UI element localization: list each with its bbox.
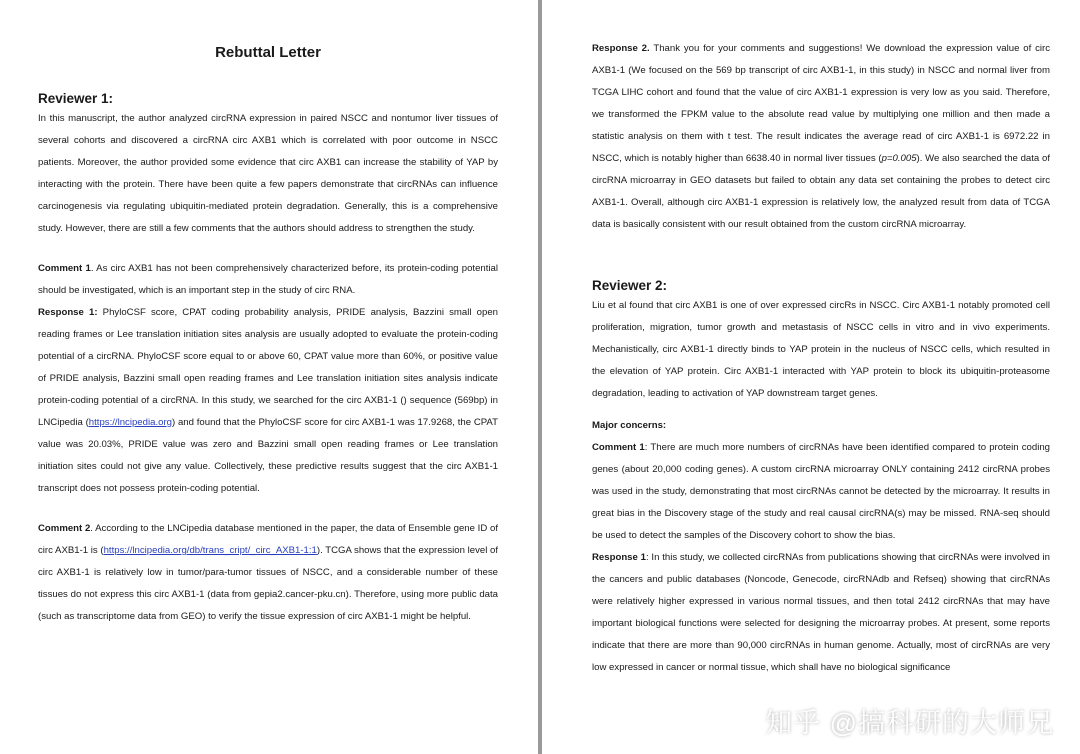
left-comment2-label: Comment 2: [38, 523, 91, 534]
reviewer1-intro: In this manuscript, the author analyzed circRNA expression in paired NSCC and nontumor liver tissues of several cohorts and discovered a circRNA circ AXB1 which is correlated with poor outcome in NSCC patients. Moreover, the author provided some evidence that circ AXB1 can increase the stability of YAP by interacting with the protein. There have been quite a few papers demonstrate that circRNAs can influence carcinogenesis via regulating ubiquitin-mediated protein degradation. Generally, this is a comprehensive study. However, there are still a few comments that the authors should address to strengthen the study.: [38, 113, 498, 234]
left-comment1-text: . As circ AXB1 has not been comprehensively characterized before, its protein-coding potential should be investigated, which is an important step in the study of circ RNA.: [38, 263, 499, 296]
document-page-left: [0, 0, 538, 754]
left-comment2-paragraph: [38, 518, 498, 628]
major-concerns-heading: [592, 415, 1050, 437]
right-comment1-text: : There are much more numbers of circRNAs have been identified compared to protein coding genes (about 20,000 coding genes). A custom circRNA microarray ONLY containing 2412 circRNA probes was used in the study, demonstrating that most circRNAs cannot be detected by the microarray. It results in great bias in the Discovery stage of the study and real causal circRNA(s) may be missed. RNA-seq should be used to detect the samples of the Discovery cohort to show the bias.: [592, 442, 1050, 541]
reviewer2-intro: Liu et al found that circ AXB1 is one of over expressed circRs in NSCC. Circ AXB1-1 notably promoted cell proliferation, migration, tumor growth and metastasis of NSCC cells in vitro and in vivo experiments. Mechanistically, circ AXB1-1 directly binds to YAP protein in the nucleus of NSCC cells, which resulted in the elevation of YAP protein. Circ AXB1-1 interacted with YAP protein to block its ubiquitin-proteasome degradation, leading to activation of YAP downstream target genes.: [592, 300, 1050, 399]
right-response2-text-a: Thank you for your comments and suggestions! We download the expression value of circ AXB1-1 (We focused on the 569 bp transcript of circ AXB1-1, in this study) in NSCC and normal liver from TCGA LIHC cohort and found that the value of circ AXB1-1 expression is very low as you said. Therefore, we transformed the FPKM value to the absolute read value by multiplying one million and then made a statistic analysis on them with t test. The result indicates the average read of circ AXB1-1 is 6972.22 in NSCC, which is notably higher than 6638.40 in normal liver tissues (: [592, 43, 1050, 164]
left-response1-text-a: PhyloCSF score, CPAT coding probability analysis, PRIDE analysis, Bazzini small open reading frames or Lee translation initiation sites analysis are usually adopted to evaluate the protein-coding potential of a circRNA. PhyloCSF score equal to or above 60, CPAT value more than 60%, or positive value of PRIDE analysis, Bazzini small open reading frames and Lee translation initiation sites analysis indicate protein-coding potential of a circRNA. In this study, we searched for the circ AXB1-1 () sequence (569bp) in LNCipedia (: [38, 307, 498, 428]
right-response2-text-b: ). We also searched the data of circRNA microarray in GEO datasets but failed to obtain any data set containing the probes to detect circ AXB1-1. Overall, although circ AXB1-1 expression is relatively low, the analyzed result from data of TCGA data is basically consistent with our result obtained from the custom circRNA microarray.: [592, 153, 1050, 230]
left-response1-label: Response 1:: [38, 307, 98, 318]
right-response2-paragraph: [592, 38, 1050, 236]
left-comment2-text-a: . According to the LNCipedia database mentioned in the paper, the data of Ensemble gene ID of circ AXB1-1 is (: [38, 523, 498, 556]
right-response2-pvalue: p=0.005: [881, 153, 917, 164]
reviewer2-heading: Reviewer 2:: [592, 278, 668, 293]
left-response1-text-b: ) and found that the PhyloCSF score for circ AXB1-1 was 17.9268, the CPAT value was 20.03%, PRIDE value was zero and Bazzini small open reading frames or Lee translation initiation sites could not give any value. Collectively, these predictive results suggest that the circ AXB1-1 transcript does not possess protein-coding potential.: [38, 417, 498, 494]
right-comment1-label: Comment 1: [592, 442, 645, 453]
left-comment1-paragraph: [38, 258, 498, 302]
reviewer1-heading: Reviewer 1:: [38, 91, 114, 106]
left-response1-paragraph: [38, 302, 498, 500]
right-comment1-paragraph: [592, 437, 1050, 547]
right-response1-label: Response 1: [592, 552, 646, 563]
document-title: Rebuttal Letter: [215, 44, 321, 61]
left-comment2-text-b: ). TCGA shows that the expression level of circ AXB1-1 is relatively low in tumor/para-tumor tissues of NSCC, and a considerable number of these tissues do not express this circ AXB1-1 (data from gepia2.cancer-pku.cn). Therefore, using more public data (such as transcriptome data from GEO) to verify the tissue expression of circ AXB1-1 might be helpful.: [38, 545, 499, 622]
document-page-right: [542, 0, 1080, 754]
major-concerns-label: Major concerns:: [592, 420, 667, 431]
lncipedia-gene-link[interactable]: https://lncipedia.org/db/trans_cript/_circ_AXB1-1:1: [103, 545, 317, 556]
right-response2-label: Response 2.: [592, 43, 650, 54]
left-comment1-label: Comment 1: [38, 263, 91, 274]
right-response1-text: : In this study, we collected circRNAs from publications showing that circRNAs were involved in the cancers and public databases (Noncode, Genecode, circRNAdb and Refseq) showing that circRNAs were relatively higher expressed in various normal tissues, and then total 2412 circRNAs that may have important biological functions were selected for designing the microarray probes. At present, some reports indicate that there are more than 90,000 circRNAs in human genome. Actually, most of circRNAs are very low expressed in cancer or normal tissue, which shall have no biological significance: [592, 552, 1051, 673]
zhihu-watermark: 知乎 @搞科研的大师兄: [765, 708, 1054, 738]
right-response1-paragraph: [592, 547, 1050, 679]
lncipedia-link[interactable]: https://lncipedia.org: [88, 417, 172, 428]
